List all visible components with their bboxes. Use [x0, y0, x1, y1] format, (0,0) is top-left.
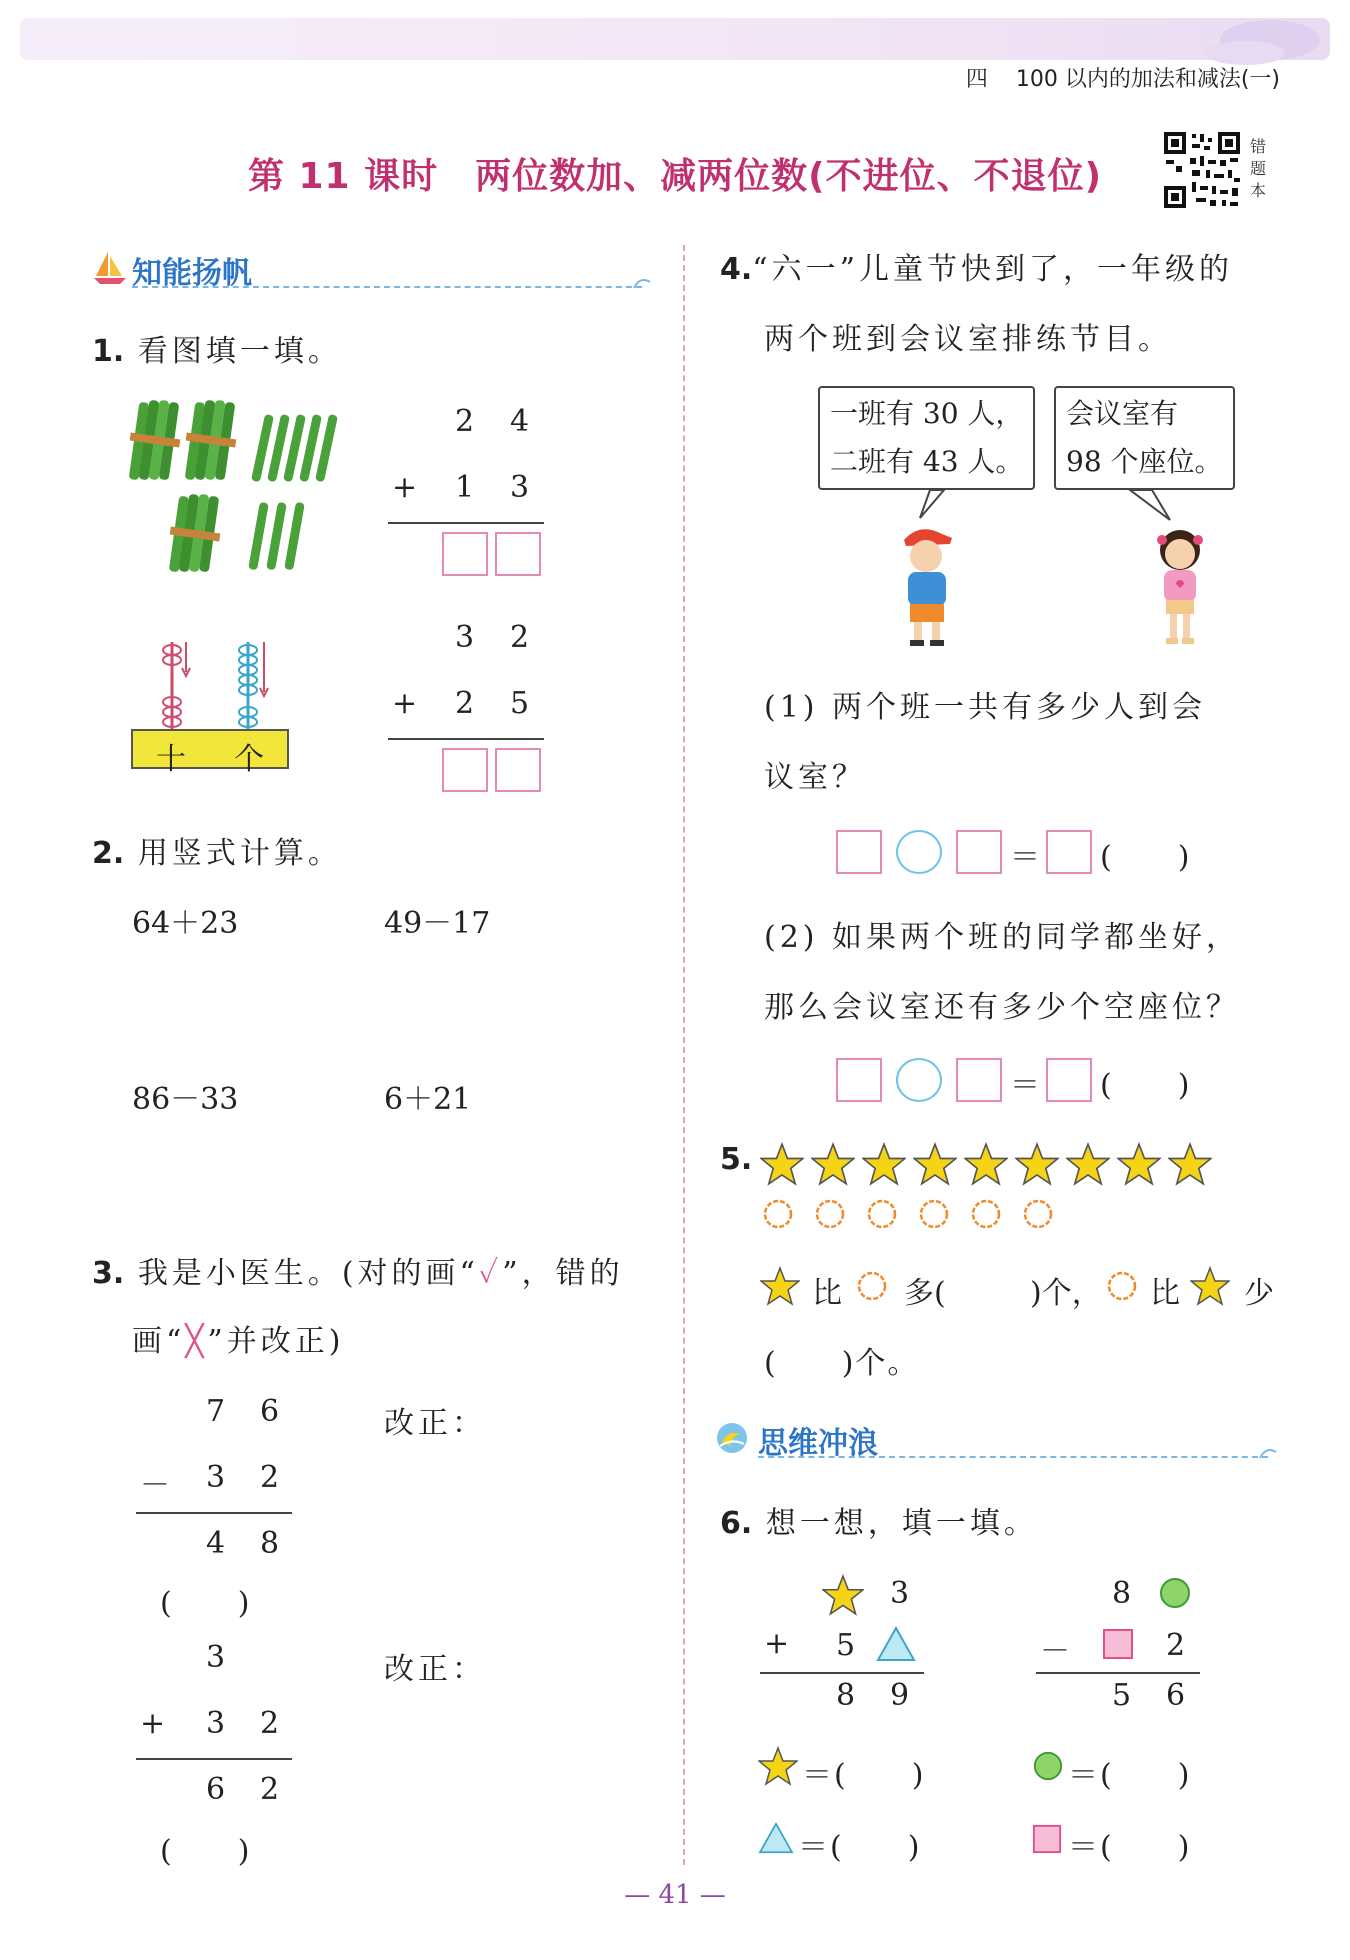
q3-calc1-line [136, 1512, 292, 1514]
sum2-bottom-ones: 5 [510, 686, 530, 721]
q3-calc2-bottom-ones: 2 [260, 1706, 280, 1741]
q4-sub2-box-3[interactable] [1046, 1058, 1092, 1102]
question-1: 1. 看图填一填。 [92, 334, 342, 369]
q3-calc1-result-ones: 8 [260, 1526, 280, 1561]
q3-calc2-bottom-tens: 3 [206, 1706, 226, 1741]
bundle-2 [185, 400, 237, 481]
q6-circle-answer[interactable]: ＝( ) [1068, 1758, 1192, 1793]
flower-icon [1104, 1268, 1140, 1304]
q3-calc2-result-ones: 2 [260, 1772, 280, 1807]
stick-bundles-image [128, 398, 348, 578]
boy-figure [904, 529, 952, 646]
q5-bi-2: 比 [1150, 1276, 1180, 1311]
q4-sub1-box-3[interactable] [1046, 830, 1092, 874]
q6-calc1-result-tens: 8 [836, 1678, 856, 1713]
q6-calc2-result-ones: 6 [1166, 1678, 1186, 1713]
sum1-answer-ones-box[interactable] [495, 532, 541, 576]
bundle-1 [129, 400, 181, 481]
q4-sub1-box-2[interactable] [956, 830, 1002, 874]
star-icon [964, 1142, 1008, 1186]
sum2-answer-tens-box[interactable] [442, 748, 488, 792]
triangle-icon [758, 1822, 794, 1854]
children-illustration [880, 490, 1240, 650]
section-title-right: 思维冲浪 [758, 1426, 878, 1461]
q3-calc2-result-tens: 6 [206, 1772, 226, 1807]
sail-icon [92, 250, 128, 286]
flower-icon [854, 1268, 890, 1304]
section-underline-right [758, 1456, 1268, 1458]
q5-bi-1: 比 [812, 1276, 842, 1311]
q6-square-answer[interactable]: ＝( ) [1068, 1830, 1192, 1865]
q5-answer-blank-1[interactable] [950, 1268, 1030, 1308]
q3-calc2-line [136, 1758, 292, 1760]
flower-row [760, 1196, 1080, 1236]
q3-fix-label-1: 改正： [384, 1406, 486, 1441]
q6-calc1-line [760, 1672, 924, 1674]
star-icon [760, 1266, 800, 1306]
flower-icon [864, 1196, 900, 1232]
q4-sub1-operator-circle[interactable] [896, 830, 942, 874]
q4-sub2: (2) 如果两个班的同学都坐好， [764, 920, 1241, 955]
cross-mark-icon: ╳ [185, 1324, 208, 1359]
mistake-book-label: 错 题 本 [1250, 137, 1267, 200]
sum1-operator: + [392, 470, 418, 505]
column-divider [683, 245, 685, 1865]
q2-item-3: 86－33 [132, 1082, 239, 1117]
q6-calc2-top-tens: 8 [1112, 1576, 1132, 1611]
q6-calc1-top-ones: 3 [890, 1576, 910, 1611]
star-icon [822, 1574, 864, 1616]
abacus-tens-label: 十 [156, 742, 186, 777]
q3-fix-label-2: 改正： [384, 1652, 486, 1687]
section-underline [132, 286, 642, 288]
q3-calc2-top-ones: 3 [206, 1640, 226, 1675]
star-icon [758, 1746, 798, 1786]
abacus-image [130, 636, 290, 772]
chapter-title: 100 以内的加法和减法(一) [1015, 67, 1280, 92]
q4-sub2-equals: ＝ [1010, 1068, 1040, 1103]
star-row [760, 1142, 1240, 1188]
q6-calc2-operator: － [1040, 1634, 1070, 1669]
speech-bubble-class-counts: 一班有 30 人， 二班有 43 人。 [818, 386, 1035, 490]
flower-icon [916, 1196, 952, 1232]
q2-item-4: 6＋21 [384, 1082, 472, 1117]
abacus-ones-label: 个 [234, 742, 264, 777]
sum2-top-ones: 2 [510, 620, 530, 655]
q3-calc1-result-tens: 4 [206, 1526, 226, 1561]
q4-sub1-unit-paren[interactable]: ( ) [1100, 840, 1192, 875]
q6-calc1-result-ones: 9 [890, 1678, 910, 1713]
flower-icon [812, 1196, 848, 1232]
sum1-bottom-ones: 3 [510, 470, 530, 505]
question-5: 5. [720, 1142, 753, 1177]
question-4-line2: 两个班到会议室排练节目。 [764, 322, 1172, 357]
q4-sub2-box-1[interactable] [836, 1058, 882, 1102]
question-6: 6. 想一想，填一填。 [720, 1506, 1038, 1541]
square-icon [1102, 1628, 1134, 1660]
star-icon [1117, 1142, 1161, 1186]
q4-sub2-box-2[interactable] [956, 1058, 1002, 1102]
q3-calc1-judge-paren[interactable]: ( ) [160, 1586, 252, 1621]
q4-sub1-equals: ＝ [1010, 840, 1040, 875]
sum1-answer-tens-box[interactable] [442, 532, 488, 576]
sum2-answer-ones-box[interactable] [495, 748, 541, 792]
q3-calc1-operator: － [140, 1468, 170, 1503]
loose-sticks-1 [251, 414, 338, 482]
sum1-top-tens: 2 [455, 404, 475, 439]
header-band [20, 18, 1330, 60]
q3-calc2-judge-paren[interactable]: ( ) [160, 1834, 252, 1869]
flower-icon [760, 1196, 796, 1232]
section-title-left: 知能扬帆 [132, 256, 252, 291]
star-icon [913, 1142, 957, 1186]
q6-star-answer[interactable]: ＝( ) [802, 1758, 926, 1793]
question-3: 3. 我是小医生。(对的画“✓”，错的 [92, 1256, 624, 1291]
header-decoration [1150, 18, 1330, 68]
q5-shao: 少 [1244, 1276, 1274, 1311]
question-3-line2: 画“╳”并改正) [132, 1324, 345, 1359]
star-icon [1015, 1142, 1059, 1186]
question-4: 4.“六一”儿童节快到了，一年级的 [720, 252, 1233, 287]
q6-calc2-bottom-ones: 2 [1166, 1628, 1186, 1663]
loose-sticks-2 [248, 502, 305, 571]
page-title: 第 11 课时 两位数加、减两位数(不进位、不退位) [247, 156, 1103, 197]
sum2-operator: + [392, 686, 418, 721]
sum2-line [388, 738, 544, 740]
q5-ge: )个， [1030, 1276, 1102, 1311]
qr-code[interactable] [1162, 130, 1242, 210]
question-2: 2. 用竖式计算。 [92, 836, 342, 871]
q2-item-2: 49－17 [384, 906, 491, 941]
sum2-top-tens: 3 [455, 620, 475, 655]
star-icon [1190, 1266, 1230, 1306]
page-number: — 41 — [624, 1880, 726, 1910]
q6-triangle-answer[interactable]: ＝( ) [798, 1830, 922, 1865]
q5-answer-line2[interactable]: ( )个。 [764, 1346, 920, 1381]
speech-bubble-seats: 会议室有 98 个座位。 [1054, 386, 1235, 490]
q3-calc2-operator: + [140, 1706, 166, 1741]
q4-sub2-unit-paren[interactable]: ( ) [1100, 1068, 1192, 1103]
q4-sub1: (1) 两个班一共有多少人到会 [764, 690, 1207, 725]
triangle-icon [876, 1626, 916, 1662]
star-icon [760, 1142, 804, 1186]
wave-icon [632, 272, 652, 292]
sum1-line [388, 522, 544, 524]
star-icon [1066, 1142, 1110, 1186]
sum1-bottom-tens: 1 [455, 470, 475, 505]
chapter-header [966, 62, 1280, 93]
check-mark-icon: ✓ [478, 1256, 503, 1291]
wave-logo-icon [714, 1420, 750, 1456]
girl-figure [1157, 530, 1203, 644]
flower-icon [1020, 1196, 1056, 1232]
circle-icon [1032, 1750, 1064, 1782]
q6-calc1-bottom-tens: 5 [836, 1628, 856, 1663]
q6-calc1-operator: + [764, 1626, 790, 1661]
q4-sub2-operator-circle[interactable] [896, 1058, 942, 1102]
q5-duo: 多( [904, 1276, 946, 1311]
q6-calc2-line [1036, 1672, 1200, 1674]
q3-calc1-bottom-tens: 3 [206, 1460, 226, 1495]
circle-icon [1158, 1576, 1192, 1610]
q4-sub1-box-1[interactable] [836, 830, 882, 874]
q6-calc2-result-tens: 5 [1112, 1678, 1132, 1713]
q4-sub2-line2: 那么会议室还有多少个空座位？ [764, 990, 1240, 1025]
bundle-3 [169, 494, 221, 573]
q4-sub1-line2: 议室？ [764, 760, 866, 795]
sum2-bottom-tens: 2 [455, 686, 475, 721]
q3-calc1-top-ones: 6 [260, 1394, 280, 1429]
q2-item-1: 64＋23 [132, 906, 239, 941]
sum1-top-ones: 4 [510, 404, 530, 439]
star-icon [862, 1142, 906, 1186]
q3-calc1-top-tens: 7 [206, 1394, 226, 1429]
square-icon [1032, 1824, 1062, 1854]
flower-icon [968, 1196, 1004, 1232]
wave-icon [1258, 1442, 1278, 1462]
star-icon [1168, 1142, 1212, 1186]
star-icon [811, 1142, 855, 1186]
q3-calc1-bottom-ones: 2 [260, 1460, 280, 1495]
unit-label: 四 [965, 67, 988, 92]
